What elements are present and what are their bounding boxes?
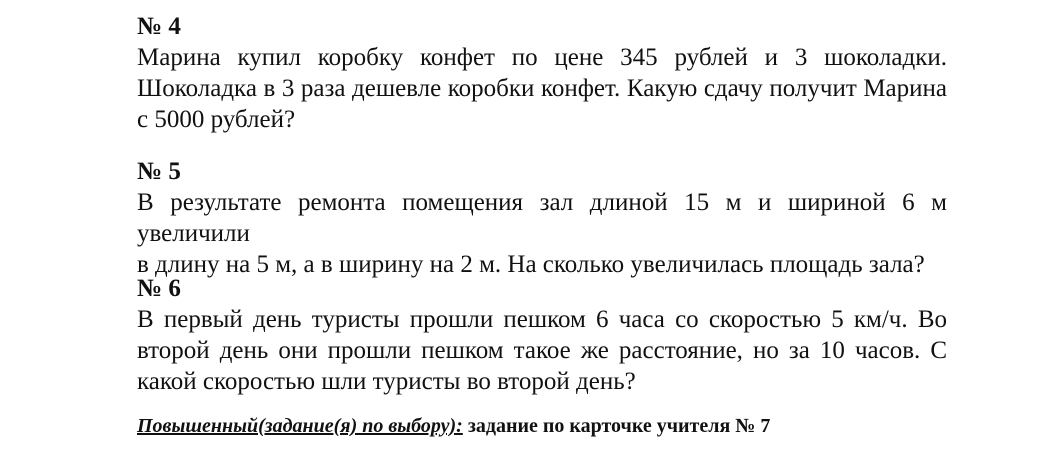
advanced-label: Повышенный(задание(я) по выбору): <box>137 415 463 437</box>
task-6-number: № 6 <box>137 275 181 302</box>
task-4-text <box>137 42 947 135</box>
task-6-line-1: В первый день туристы прошли пешком 6 часа со скоростью 5 км/ч. Во <box>137 306 947 333</box>
task-5 <box>137 157 947 280</box>
task-6 <box>137 274 947 397</box>
advanced-task-text: задание по карточке учителя № 7 <box>462 415 771 437</box>
task-5-number: № 5 <box>137 158 181 185</box>
task-5-line-2: в длину на 5 м, а в ширину на 2 м. На сколько увеличилась площадь зала? <box>137 251 925 278</box>
task-5-line-1: В результате ремонта помещения зал длиной 15 м и шириной 6 м увеличили <box>137 189 947 247</box>
task-6-text <box>137 304 947 397</box>
task-4-line-1: Марина купил коробку конфет по цене 345 рублей и 3 шоколадки. <box>137 44 947 71</box>
task-6-line-3: какой скоростью шли туристы во второй день? <box>137 368 636 395</box>
task-4-line-3: с 5000 рублей? <box>137 106 296 133</box>
task-4-number: № 4 <box>137 13 181 40</box>
advanced-task-footer <box>137 415 770 438</box>
task-4 <box>137 12 947 135</box>
task-5-text <box>137 187 947 280</box>
task-6-line-2: второй день они прошли пешком такое же расстояние, но за 10 часов. С <box>137 337 947 364</box>
task-4-line-2: Шоколадка в 3 раза дешевле коробки конфет. Какую сдачу получит Марина <box>137 75 947 102</box>
